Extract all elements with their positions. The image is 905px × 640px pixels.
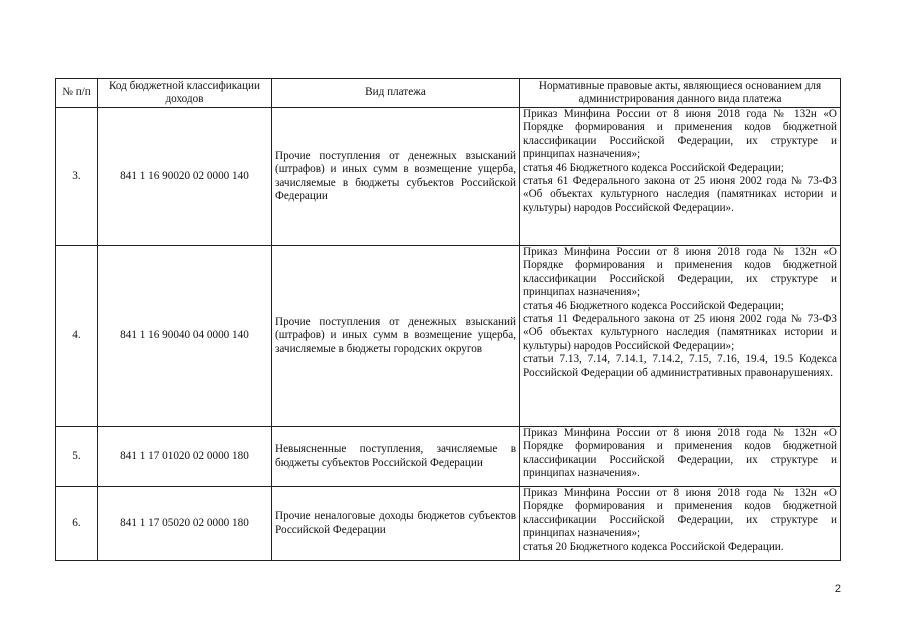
- table-row: [56, 427, 841, 487]
- act-line: статья 20 Бюджетного кодекса Российской Федерации.: [523, 540, 784, 553]
- act-line: Приказ Минфина России от 8 июня 2018 года № 132н «О Порядке формирования и применения кодов бюджетной классификации Российской Федерации, их структуре и принципах назначения»;: [523, 487, 837, 540]
- act-line: статья 61 Федерального закона от 25 июня 2002 года № 73-ФЗ «Об объектах культурного наследия (памятниках истории и культуры) народов Российской Федерации».: [523, 175, 837, 214]
- header-payment: Вид платежа: [272, 79, 520, 108]
- row-code: 841 1 16 90040 04 0000 140: [98, 246, 272, 427]
- act-line: статья 46 Бюджетного кодекса Российской Федерации;: [523, 161, 784, 174]
- act-line: Приказ Минфина России от 8 июня 2018 года № 132н «О Порядке формирования и применения кодов бюджетной классификации Российской Федерации, их структуре и принципах назначения»;: [523, 108, 837, 161]
- row-num: 6.: [56, 487, 98, 561]
- row-code: 841 1 17 05020 02 0000 180: [98, 487, 272, 561]
- table-row: [56, 246, 841, 427]
- act-line: Приказ Минфина России от 8 июня 2018 года № 132н «О Порядке формирования и применения кодов бюджетной классификации Российской Федерации, их структуре и принципах назначения».: [523, 427, 837, 480]
- row-payment: Прочие поступления от денежных взысканий (штрафов) и иных сумм в возмещение ущерба, зачисляемые в бюджеты городских округов: [272, 246, 520, 427]
- row-acts: [520, 427, 841, 487]
- row-code: 841 1 17 01020 02 0000 180: [98, 427, 272, 487]
- header-num: № п/п: [56, 79, 98, 108]
- row-code: 841 1 16 90020 02 0000 140: [98, 108, 272, 246]
- page-number: 2: [834, 583, 841, 595]
- header-code: Код бюджетной классификации доходов: [98, 79, 272, 108]
- table-header-row: [56, 79, 841, 108]
- row-num: 5.: [56, 427, 98, 487]
- row-num: 3.: [56, 108, 98, 246]
- row-acts: [520, 108, 841, 246]
- act-line: статьи 7.13, 7.14, 7.14.1, 7.14.2, 7.15, 7.16, 19.4, 19.5 Кодекса Российской Федерации об административных правонарушениях.: [523, 353, 837, 379]
- row-acts: [520, 246, 841, 427]
- row-payment: Прочие поступления от денежных взысканий (штрафов) и иных сумм в возмещение ущерба, зачисляемые в бюджеты субъектов Российской Федерации: [272, 108, 520, 246]
- budget-classification-table: [55, 78, 841, 561]
- header-acts: Нормативные правовые акты, являющиеся основанием для администрирования данного вида платежа: [520, 79, 841, 108]
- act-line: статья 46 Бюджетного кодекса Российской Федерации;: [523, 299, 784, 312]
- row-num: 4.: [56, 246, 98, 427]
- act-line: Приказ Минфина России от 8 июня 2018 года № 132н «О Порядке формирования и применения кодов бюджетной классификации Российской Федерации, их структуре и принципах назначения»;: [523, 246, 837, 299]
- row-acts: [520, 487, 841, 561]
- table-row: [56, 487, 841, 561]
- row-payment: Невыясненные поступления, зачисляемые в бюджеты субъектов Российской Федерации: [272, 427, 520, 487]
- act-line: статья 11 Федерального закона от 25 июня 2002 года № 73-ФЗ «Об объектах культурного наследия (памятниках истории и культуры) народов Российской Федерации»;: [523, 313, 837, 352]
- table-row: [56, 108, 841, 246]
- row-payment: Прочие неналоговые доходы бюджетов субъектов Российской Федерации: [272, 487, 520, 561]
